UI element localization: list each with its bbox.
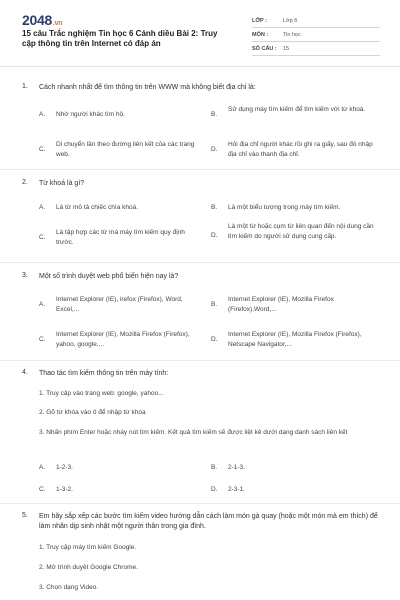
step-5-3: 3. Chọn dạng Video. bbox=[39, 584, 99, 591]
option-letter: C. bbox=[39, 146, 46, 153]
option-letter: A. bbox=[39, 111, 46, 118]
meta-row-class bbox=[252, 14, 380, 28]
meta-row-subject bbox=[252, 28, 380, 42]
option-text: Di chuyển lần theo đường liên kết của các trang web. bbox=[56, 141, 195, 158]
option-letter: A. bbox=[39, 464, 46, 471]
option-text: Internet Explorer (IE), Mozilla Firefox (Firefox), Netscape Navigator,... bbox=[228, 331, 362, 348]
step-4-1: 1. Truy cập vào trang web: google, yahoo... bbox=[39, 390, 164, 397]
option-text: Hỏi địa chỉ người khác rồi ghi ra giấy, sau đó nhập địa chỉ vào thanh địa chỉ. bbox=[228, 141, 373, 158]
logo-main: 2048 bbox=[22, 12, 52, 28]
header bbox=[0, 0, 400, 62]
option-text: Là tập hợp các từ mà máy tìm kiếm quy định trước. bbox=[56, 229, 185, 246]
question-divider bbox=[0, 360, 400, 361]
option-text: 1-3-2. bbox=[56, 486, 73, 493]
step-4-2: 2. Gõ từ khóa vào ô để nhập từ khóa bbox=[39, 409, 146, 416]
option-text: Nhờ người khác tìm hộ. bbox=[56, 111, 125, 118]
option-text: Sử dụng máy tìm kiếm để tìm kiếm với từ khoá. bbox=[228, 106, 366, 113]
question-number: 2. bbox=[22, 179, 28, 186]
option-text: Là từ mô tả chiếc chìa khoá. bbox=[56, 204, 139, 211]
step-5-1: 1. Truy cập máy tìm kiếm Google. bbox=[39, 544, 137, 551]
meta-label: MÔN : bbox=[252, 31, 269, 38]
meta-value: 15 bbox=[283, 45, 290, 52]
step-4-3: 3. Nhấn phím Enter hoặc nháy nút tìm kiếm. Kết quả tìm kiếm sẽ được liệt kê dưới dạng danh sách liên kết bbox=[39, 429, 348, 436]
question-text: Em hãy sắp xếp các bước tìm kiếm video hướng dẫn cách làm món gà quay (hoặc một món mà em thích) để làm nhân dịp sinh nhật một người thân trong gia đình. bbox=[39, 513, 378, 530]
option-letter: B. bbox=[211, 111, 218, 118]
option-text: 2-1-3. bbox=[228, 464, 245, 471]
option-text: 2-3-1. bbox=[228, 486, 245, 493]
meta-label: LỚP : bbox=[252, 17, 267, 24]
option-letter: C. bbox=[39, 486, 46, 493]
option-letter: D. bbox=[211, 486, 218, 493]
option-letter: D. bbox=[211, 336, 218, 343]
step-5-2: 2. Mở trình duyệt Google Chrome. bbox=[39, 564, 138, 571]
question-text: Một số trình duyệt web phổ biến hiện nay là? bbox=[39, 273, 179, 280]
option-text: 1-2-3. bbox=[56, 464, 73, 471]
header-divider bbox=[0, 66, 400, 67]
option-text: Là một biểu tượng trong máy tìm kiếm. bbox=[228, 204, 341, 211]
question-text: Cách nhanh nhất để tìm thông tin trên WWW mà không biết địa chỉ là: bbox=[39, 84, 256, 91]
meta-value: Tin học bbox=[283, 31, 301, 38]
meta-value: Lớp 6 bbox=[283, 17, 298, 24]
option-letter: B. bbox=[211, 301, 218, 308]
question-number: 4. bbox=[22, 369, 28, 376]
question-text: Từ khoá là gì? bbox=[39, 180, 85, 187]
option-letter: D. bbox=[211, 146, 218, 153]
option-letter: A. bbox=[39, 301, 46, 308]
question-divider bbox=[0, 262, 400, 263]
option-letter: B. bbox=[211, 204, 218, 211]
question-number: 3. bbox=[22, 272, 28, 279]
question-number: 5. bbox=[22, 512, 28, 519]
option-letter: C. bbox=[39, 234, 46, 241]
meta-label: SỐ CÂU : bbox=[252, 45, 277, 52]
option-letter: D. bbox=[211, 232, 218, 239]
meta-table bbox=[252, 14, 380, 56]
meta-row-count bbox=[252, 42, 380, 56]
question-divider bbox=[0, 503, 400, 504]
question-number: 1. bbox=[22, 83, 28, 90]
site-logo[interactable] bbox=[22, 12, 62, 28]
question-text: Thao tác tìm kiếm thông tin trên máy tính: bbox=[39, 370, 169, 377]
document-title: 15 câu Trắc nghiệm Tin học 6 Cánh diều Bài 2: Truy cập thông tin trên Internet có đáp án bbox=[22, 29, 218, 48]
option-letter: B. bbox=[211, 464, 218, 471]
option-letter: A. bbox=[39, 204, 46, 211]
option-text: Internet Explorer (IE), irefox (Firefox), Word, Excel,... bbox=[56, 296, 183, 313]
option-text: Internet Explorer (IE), Mozilla Firefox (Firefox), yahoo, google,... bbox=[56, 331, 190, 348]
option-text: Internet Explorer (IE), Mozilla Firefox (Firefox),Word,... bbox=[228, 296, 334, 313]
question-divider bbox=[0, 169, 400, 170]
logo-suffix: .vn bbox=[52, 20, 63, 27]
option-text: Là một từ hoặc cụm từ liên quan đến nội dung cần tìm kiếm do người sử dụng cung cấp. bbox=[228, 223, 374, 240]
option-letter: C. bbox=[39, 336, 46, 343]
